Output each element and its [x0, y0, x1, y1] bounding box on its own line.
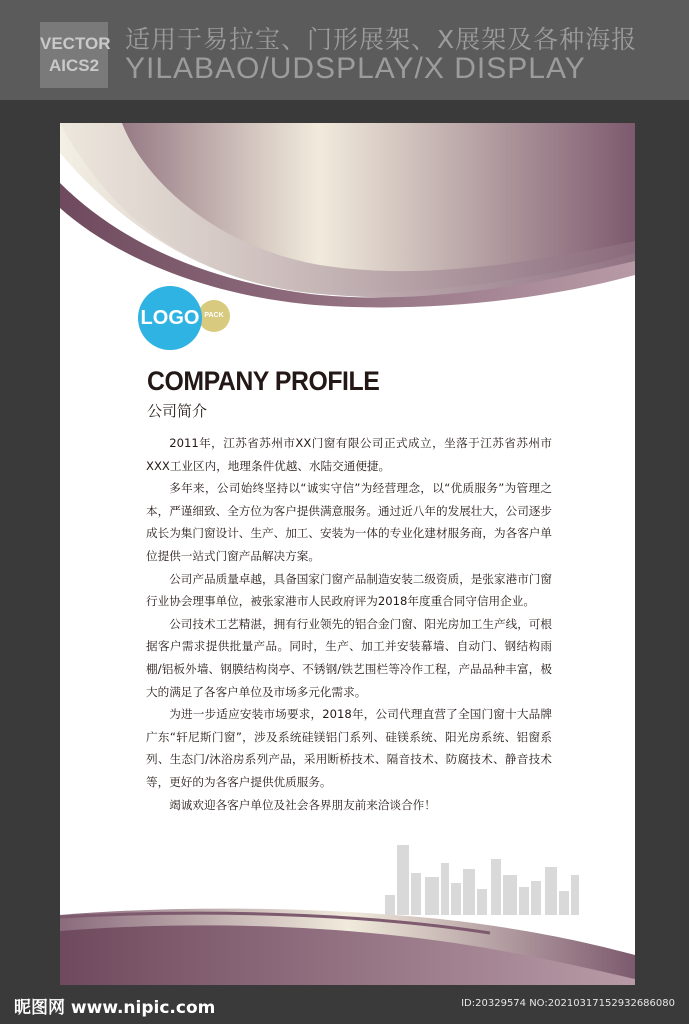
poster	[60, 123, 635, 985]
logo: LOGO	[138, 286, 202, 350]
paragraph: 竭诚欢迎各客户单位及社会各界朋友前来洽谈合作！	[169, 797, 436, 812]
logo-pack-badge: PACK	[198, 300, 230, 332]
paragraph: 2011年，江苏省苏州市XX门窗有限公司正式成立，坐落于江苏省苏州市XXX工业区内，地理条件优越、水陆交通便捷。	[146, 436, 552, 473]
company-profile-title: COMPANY PROFILE	[147, 366, 380, 396]
company-profile-subtitle: 公司简介	[147, 402, 208, 420]
profile-body	[146, 432, 552, 816]
paragraph: 为进一步适应安装市场要求，2018年，公司代理直营了全国门窗十大品牌广东“轩尼斯门窗”，涉及系统硅镁铝门系列、硅镁系统、阳光房系统、铝窗系列、生态门/沐浴房系列产品，采用断桥技术、隔音技术、防腐技术、静音技术等，更好的为各客户提供优质服务。	[146, 707, 552, 789]
footer-watermark: 昵图网 www.nipic.com	[14, 998, 216, 1018]
paragraph: 公司技术工艺精湛，拥有行业领先的铝合金门窗、阳光房加工生产线，可根据客户需求提供批量产品。同时，生产、加工并安装幕墙、自动门、钢结构雨棚/铝板外墙、钢膜结构岗亭、不锈钢/铁艺围栏等冷作工程，产品品种丰富，极大的满足了各客户单位及市场多元化需求。	[146, 616, 552, 699]
top-wave-decoration	[60, 123, 635, 308]
badge-line2: AICS2	[48, 56, 100, 75]
header-title-cn: 适用于易拉宝、门形展架、X展架及各种海报	[125, 25, 638, 54]
badge-line1: VECTOR	[40, 34, 111, 53]
city-skyline-illustration	[385, 845, 580, 915]
vector-badge	[40, 22, 111, 88]
paragraph: 公司产品质量卓越，具备国家门窗产品制造安装二级资质，是张家港市门窗行业协会理事单位，被张家港市人民政府评为2018年度重合同守信用企业。	[146, 571, 552, 609]
bottom-wave-decoration	[60, 905, 635, 985]
header-bar	[0, 0, 689, 100]
paragraph: 多年来，公司始终坚持以“诚实守信”为经营理念，以“优质服务”为管理之本，严谨细致、全方位为客户提供满意服务。通过近八年的发展壮大，公司逐步成长为集门窗设计、生产、加工、安装为一体的专业化建材服务商，为各客户单位提供一站式门窗产品解决方案。	[146, 481, 552, 563]
footer-id: ID:20329574 NO:20210317152932686080	[461, 998, 675, 1009]
header-title-en: YILABAO/UDSPLAY/X DISPLAY	[125, 52, 586, 85]
